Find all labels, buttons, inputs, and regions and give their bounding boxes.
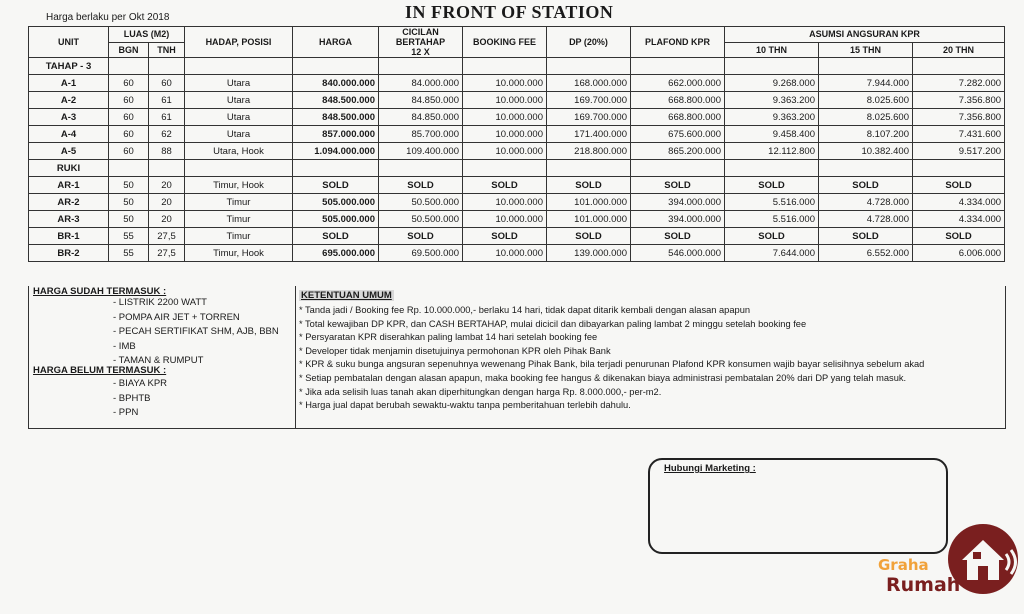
- header-cicilan-line3: 12 X: [411, 47, 430, 57]
- cell-y10: 5.516.000: [725, 211, 819, 228]
- cell-booking: 10.000.000: [463, 126, 547, 143]
- cell-cicilan: 50.500.000: [379, 211, 463, 228]
- header-booking: BOOKING FEE: [463, 27, 547, 58]
- included-list: [113, 296, 279, 369]
- cell-y15: 6.552.000: [819, 245, 913, 262]
- cell-cicilan: 84.000.000: [379, 75, 463, 92]
- cell-bgn: 60: [109, 75, 149, 92]
- cell-unit: AR-3: [29, 211, 109, 228]
- empty-cell: [149, 58, 185, 75]
- contact-label: Hubungi Marketing :: [664, 463, 756, 474]
- header-plafond: PLAFOND KPR: [631, 27, 725, 58]
- cell-harga: SOLD: [293, 177, 379, 194]
- terms-title: KETENTUAN UMUM: [301, 290, 392, 301]
- cell-booking: 10.000.000: [463, 245, 547, 262]
- header-dp: DP (20%): [547, 27, 631, 58]
- cell-harga: 505.000.000: [293, 211, 379, 228]
- empty-cell: [149, 160, 185, 177]
- cell-y20: 7.356.800: [913, 92, 1005, 109]
- cell-harga: 840.000.000: [293, 75, 379, 92]
- empty-cell: [547, 160, 631, 177]
- cell-cicilan: 85.700.000: [379, 126, 463, 143]
- cell-harga: 1.094.000.000: [293, 143, 379, 160]
- header-unit: UNIT: [29, 27, 109, 58]
- header-asumsi: ASUMSI ANGSURAN KPR: [725, 27, 1005, 43]
- cell-hadap: Timur: [185, 228, 293, 245]
- cell-tnh: 27,5: [149, 245, 185, 262]
- term-item: * Total kewajiban DP KPR, dan CASH BERTAHAP, mulai dicicil dan dibayarkan paling lambat 2 minggu setelah booking fee: [299, 318, 807, 329]
- cell-hadap: Timur: [185, 194, 293, 211]
- cell-y15: 4.728.000: [819, 211, 913, 228]
- cell-y20: 7.282.000: [913, 75, 1005, 92]
- cell-bgn: 60: [109, 92, 149, 109]
- cell-dp: 169.700.000: [547, 109, 631, 126]
- empty-cell: [293, 160, 379, 177]
- price-table-body: [29, 58, 1005, 262]
- header-hadap: HADAP, POSISI: [185, 27, 293, 58]
- header-harga: HARGA: [293, 27, 379, 58]
- header-20thn: 20 THN: [913, 42, 1005, 58]
- cell-cicilan: SOLD: [379, 228, 463, 245]
- cell-y20: 4.334.000: [913, 194, 1005, 211]
- cell-booking: 10.000.000: [463, 143, 547, 160]
- table-row: [29, 228, 1005, 245]
- empty-cell: [547, 58, 631, 75]
- cell-cicilan: 50.500.000: [379, 194, 463, 211]
- cell-cicilan: SOLD: [379, 177, 463, 194]
- cell-hadap: Timur: [185, 211, 293, 228]
- cell-tnh: 60: [149, 75, 185, 92]
- header-bgn: BGN: [109, 42, 149, 58]
- cell-y10: 7.644.000: [725, 245, 819, 262]
- cell-plafond: 668.800.000: [631, 92, 725, 109]
- header-cicilan-line2: BERTAHAP: [395, 37, 446, 47]
- cell-unit: A-4: [29, 126, 109, 143]
- term-item: * Developer tidak menjamin disetujuinya permohonan KPR oleh Pihak Bank: [299, 345, 611, 356]
- cell-plafond: SOLD: [631, 177, 725, 194]
- empty-cell: [109, 58, 149, 75]
- cell-plafond: 865.200.000: [631, 143, 725, 160]
- excluded-item: - BIAYA KPR: [113, 378, 168, 389]
- empty-cell: [725, 58, 819, 75]
- cell-dp: 101.000.000: [547, 211, 631, 228]
- empty-cell: [913, 58, 1005, 75]
- cell-harga: 857.000.000: [293, 126, 379, 143]
- cell-booking: 10.000.000: [463, 92, 547, 109]
- cell-bgn: 50: [109, 211, 149, 228]
- cell-hadap: Utara: [185, 126, 293, 143]
- cell-booking: 10.000.000: [463, 194, 547, 211]
- cell-unit: AR-1: [29, 177, 109, 194]
- price-validity-note: Harga berlaku per Okt 2018: [46, 12, 170, 23]
- cell-harga: 848.500.000: [293, 92, 379, 109]
- cell-y15: 7.944.000: [819, 75, 913, 92]
- cell-dp: SOLD: [547, 228, 631, 245]
- cell-unit: A-5: [29, 143, 109, 160]
- cell-dp: 171.400.000: [547, 126, 631, 143]
- table-row: [29, 92, 1005, 109]
- cell-y10: 9.363.200: [725, 109, 819, 126]
- term-item: * Setiap pembatalan dengan alasan apapun, maka booking fee hangus & dikenakan biaya administrasi pembatalan 20% dari DP yang telah masuk.: [299, 372, 907, 383]
- logo-text-top: Graha: [878, 556, 929, 574]
- price-table-wrapper: [28, 26, 1004, 262]
- cell-y10: 5.516.000: [725, 194, 819, 211]
- cell-y10: 9.268.000: [725, 75, 819, 92]
- excluded-title: HARGA BELUM TERMASUK :: [33, 365, 167, 376]
- excluded-list: [113, 377, 167, 421]
- included-item: - LISTRIK 2200 WATT: [113, 297, 207, 308]
- cell-harga: SOLD: [293, 228, 379, 245]
- cell-hadap: Utara: [185, 92, 293, 109]
- header-cicilan-line1: CICILAN: [402, 27, 439, 37]
- cell-harga: 505.000.000: [293, 194, 379, 211]
- table-row: [29, 143, 1005, 160]
- cell-y10: 9.458.400: [725, 126, 819, 143]
- empty-cell: [631, 160, 725, 177]
- included-item: - POMPA AIR JET + TORREN: [113, 311, 240, 323]
- cell-dp: SOLD: [547, 177, 631, 194]
- cell-tnh: 61: [149, 92, 185, 109]
- cell-hadap: Utara: [185, 109, 293, 126]
- cell-harga: 695.000.000: [293, 245, 379, 262]
- cell-plafond: 394.000.000: [631, 211, 725, 228]
- cell-y10: SOLD: [725, 228, 819, 245]
- graha-rumah-logo: [878, 522, 1020, 612]
- cell-plafond: 546.000.000: [631, 245, 725, 262]
- cell-y15: 8.025.600: [819, 109, 913, 126]
- cell-booking: 10.000.000: [463, 211, 547, 228]
- cell-unit: A-2: [29, 92, 109, 109]
- cell-dp: 101.000.000: [547, 194, 631, 211]
- empty-cell: [463, 58, 547, 75]
- header-tnh: TNH: [149, 42, 185, 58]
- cell-unit: BR-2: [29, 245, 109, 262]
- cell-tnh: 27,5: [149, 228, 185, 245]
- cell-cicilan: 84.850.000: [379, 92, 463, 109]
- excluded-item: - BPHTB: [113, 392, 151, 404]
- table-row: [29, 194, 1005, 211]
- terms-panel: [296, 286, 1005, 428]
- cell-plafond: 662.000.000: [631, 75, 725, 92]
- header-15thn: 15 THN: [819, 42, 913, 58]
- empty-cell: [819, 58, 913, 75]
- term-item: * Tanda jadi / Booking fee Rp. 10.000.000,- berlaku 14 hari, tidak dapat ditarik kembali dengan alasan apapun: [299, 305, 751, 315]
- empty-cell: [725, 160, 819, 177]
- cell-hadap: Timur, Hook: [185, 177, 293, 194]
- cell-unit: AR-2: [29, 194, 109, 211]
- price-table: [28, 26, 1005, 262]
- cell-plafond: 675.600.000: [631, 126, 725, 143]
- inclusions-panel: [29, 286, 296, 428]
- cell-bgn: 60: [109, 126, 149, 143]
- group-name: RUKI: [29, 160, 109, 177]
- cell-tnh: 62: [149, 126, 185, 143]
- cell-bgn: 60: [109, 109, 149, 126]
- notes-section: [28, 286, 1006, 429]
- included-item: - PECAH SERTIFIKAT SHM, AJB, BBN: [113, 326, 279, 337]
- header-10thn: 10 THN: [725, 42, 819, 58]
- empty-cell: [819, 160, 913, 177]
- table-row: [29, 211, 1005, 228]
- document-title: IN FRONT OF STATION: [405, 2, 614, 22]
- cell-tnh: 20: [149, 194, 185, 211]
- cell-hadap: Utara: [185, 75, 293, 92]
- table-row: [29, 245, 1005, 262]
- excluded-item: - PPN: [113, 407, 139, 418]
- empty-cell: [293, 58, 379, 75]
- empty-cell: [109, 160, 149, 177]
- cell-hadap: Utara, Hook: [185, 143, 293, 160]
- cell-y10: 9.363.200: [725, 92, 819, 109]
- included-title: HARGA SUDAH TERMASUK :: [33, 286, 167, 297]
- table-row: [29, 75, 1005, 92]
- cell-booking: SOLD: [463, 177, 547, 194]
- cell-tnh: 61: [149, 109, 185, 126]
- cell-dp: 218.800.000: [547, 143, 631, 160]
- cell-y20: 6.006.000: [913, 245, 1005, 262]
- cell-y15: 4.728.000: [819, 194, 913, 211]
- cell-y20: 9.517.200: [913, 143, 1005, 160]
- cell-hadap: Timur, Hook: [185, 245, 293, 262]
- cell-plafond: 394.000.000: [631, 194, 725, 211]
- term-item: * Harga jual dapat berubah sewaktu-waktu tanpa pemberitahuan terlebih dahulu.: [299, 400, 631, 411]
- cell-y20: SOLD: [913, 228, 1005, 245]
- empty-cell: [379, 160, 463, 177]
- empty-cell: [463, 160, 547, 177]
- table-group-row: [29, 58, 1005, 75]
- empty-cell: [913, 160, 1005, 177]
- group-name: TAHAP - 3: [29, 58, 109, 75]
- cell-plafond: 668.800.000: [631, 109, 725, 126]
- header-luas: LUAS (M2): [109, 27, 185, 43]
- cell-y20: 7.431.600: [913, 126, 1005, 143]
- logo-text-bottom: Rumah: [886, 574, 961, 596]
- cell-cicilan: 109.400.000: [379, 143, 463, 160]
- cell-y10: 12.112.800: [725, 143, 819, 160]
- cell-bgn: 55: [109, 245, 149, 262]
- cell-y15: SOLD: [819, 228, 913, 245]
- empty-cell: [631, 58, 725, 75]
- cell-bgn: 50: [109, 177, 149, 194]
- cell-plafond: SOLD: [631, 228, 725, 245]
- cell-dp: 168.000.000: [547, 75, 631, 92]
- cell-tnh: 88: [149, 143, 185, 160]
- cell-booking: 10.000.000: [463, 109, 547, 126]
- term-item: * KPR & suku bunga angsuran sepenuhnya wewenang Pihak Bank, bila terjadi penurunan Plafond KPR konsumen wajib bayar selisihnya sebelum akad: [299, 359, 925, 370]
- cell-tnh: 20: [149, 177, 185, 194]
- cell-tnh: 20: [149, 211, 185, 228]
- cell-y20: 4.334.000: [913, 211, 1005, 228]
- cell-dp: 139.000.000: [547, 245, 631, 262]
- cell-y15: 8.025.600: [819, 92, 913, 109]
- cell-booking: 10.000.000: [463, 75, 547, 92]
- cell-unit: BR-1: [29, 228, 109, 245]
- included-item: - IMB: [113, 340, 136, 352]
- term-item: * Persyaratan KPR diserahkan paling lambat 14 hari setelah booking fee: [299, 332, 598, 343]
- empty-cell: [379, 58, 463, 75]
- term-item: * Jika ada selisih luas tanah akan diperhitungkan dengan harga Rp. 8.000.000,- per-m2.: [299, 386, 662, 397]
- cell-unit: A-3: [29, 109, 109, 126]
- cell-unit: A-1: [29, 75, 109, 92]
- cell-y15: SOLD: [819, 177, 913, 194]
- cell-y10: SOLD: [725, 177, 819, 194]
- cell-dp: 169.700.000: [547, 92, 631, 109]
- table-group-row: [29, 160, 1005, 177]
- header-cicilan: [379, 27, 463, 58]
- terms-list: [299, 304, 924, 413]
- cell-y15: 10.382.400: [819, 143, 913, 160]
- included-item: - TAMAN & RUMPUT: [113, 355, 204, 366]
- cell-booking: SOLD: [463, 228, 547, 245]
- cell-bgn: 55: [109, 228, 149, 245]
- table-row: [29, 126, 1005, 143]
- cell-y20: 7.356.800: [913, 109, 1005, 126]
- cell-y20: SOLD: [913, 177, 1005, 194]
- empty-cell: [185, 160, 293, 177]
- cell-bgn: 60: [109, 143, 149, 160]
- empty-cell: [185, 58, 293, 75]
- table-row: [29, 177, 1005, 194]
- cell-harga: 848.500.000: [293, 109, 379, 126]
- cell-cicilan: 84.850.000: [379, 109, 463, 126]
- cell-cicilan: 69.500.000: [379, 245, 463, 262]
- cell-bgn: 50: [109, 194, 149, 211]
- cell-y15: 8.107.200: [819, 126, 913, 143]
- table-row: [29, 109, 1005, 126]
